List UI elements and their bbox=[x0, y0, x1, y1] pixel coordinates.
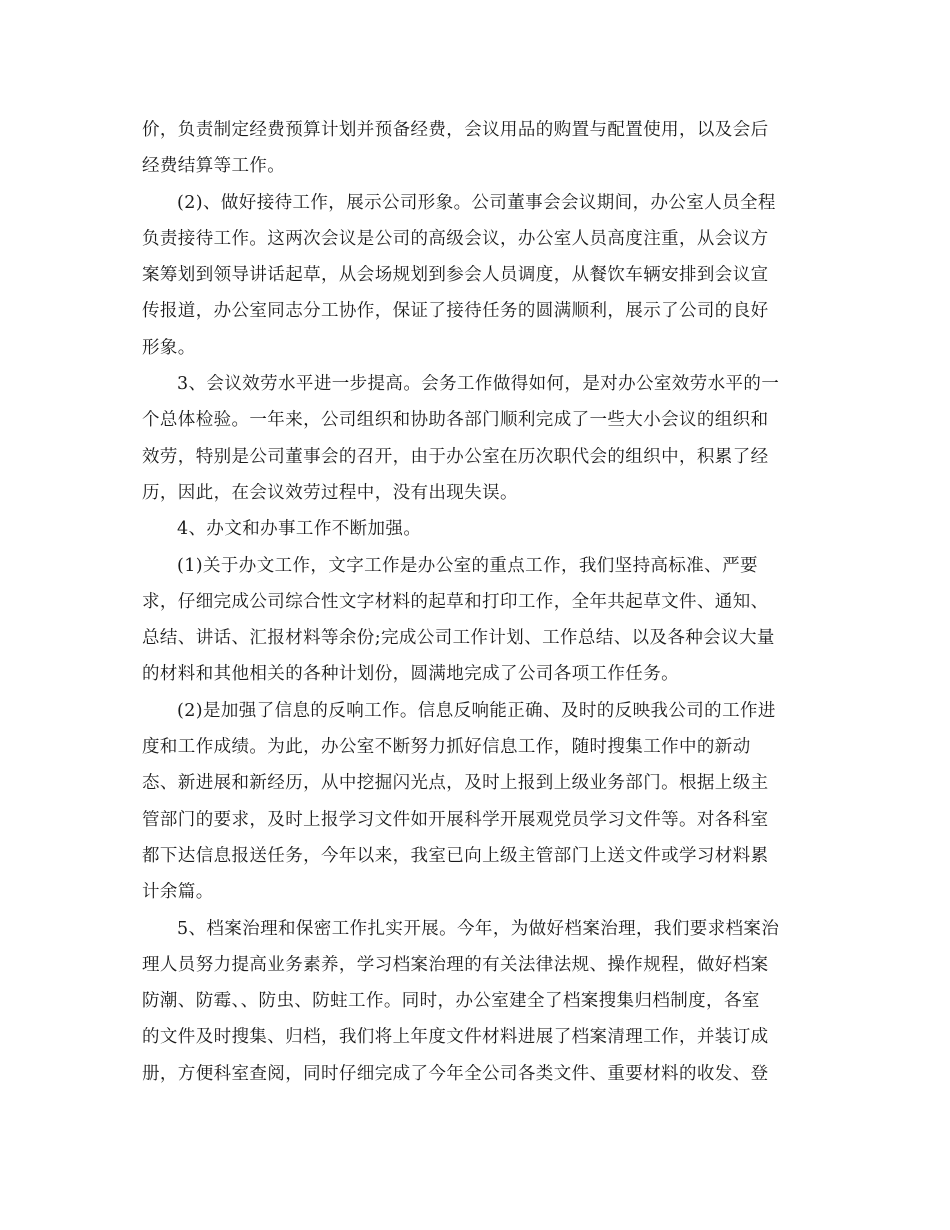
text-line: (2)是加强了信息的反响工作。信息反响能正确、及时的反映我公司的工作进 bbox=[177, 700, 776, 721]
document-body bbox=[142, 112, 810, 1092]
text-line: (2)、做好接待工作，展示公司形象。公司董事会会议期间，办公室人员全程 bbox=[177, 192, 776, 213]
text-line: 负责接待工作。这两次会议是公司的高级会议，办公室人员高度注重，从会议方 bbox=[142, 228, 769, 249]
text-line: 理人员努力提高业务素养，学习档案治理的有关法律法规、操作规程，做好档案 bbox=[142, 954, 769, 975]
text-line: (1)关于办文工作，文字工作是办公室的重点工作，我们坚持高标准、严要 bbox=[177, 555, 758, 576]
text-line: 册，方便科室查阅，同时仔细完成了今年全公司各类文件、重要材料的收发、登 bbox=[142, 1063, 769, 1084]
text-line: 总结、讲话、汇报材料等余份;完成公司工作计划、工作总结、以及各种会议大量 bbox=[142, 628, 775, 649]
text-line: 管部门的要求，及时上报学习文件如开展科学开展观党员学习文件等。对各科室 bbox=[142, 809, 769, 830]
text-line: 都下达信息报送任务，今年以来，我室已向上级主管部门上送文件或学习材料累 bbox=[142, 845, 769, 866]
text-line: 价，负责制定经费预算计划并预备经费，会议用品的购置与配置使用，以及会后 bbox=[142, 120, 769, 140]
text-line: 个总体检验。一年来，公司组织和协助各部门顺利完成了一些大小会议的组织和 bbox=[142, 410, 769, 431]
text-line: 经费结算等工作。 bbox=[142, 156, 286, 177]
text-line: 防潮、防霉、、防虫、防蛀工作。同时，办公室建全了档案搜集归档制度，各室 bbox=[142, 991, 760, 1012]
text-line: 形象。 bbox=[142, 337, 196, 358]
text-line: 4、办文和办事工作不断加强。 bbox=[177, 519, 422, 540]
text-line: 求，仔细完成公司综合性文字材料的起草和打印工作，全年共起草文件、通知、 bbox=[142, 591, 769, 612]
text-line: 传报道，办公室同志分工协作，保证了接待任务的圆满顺利，展示了公司的良好 bbox=[142, 301, 769, 322]
text-line: 的材料和其他相关的各种计划份，圆满地完成了公司各项工作任务。 bbox=[142, 664, 679, 685]
text-line: 度和工作成绩。为此，办公室不断努力抓好信息工作，随时搜集工作中的新动 bbox=[142, 737, 751, 758]
text-line: 案筹划到领导讲话起草，从会场规划到参会人员调度，从餐饮车辆安排到会议宣 bbox=[142, 265, 769, 286]
text-line: 效劳，特别是公司董事会的召开，由于办公室在历次职代会的组织中，积累了经 bbox=[142, 446, 769, 467]
text-line: 计余篇。 bbox=[142, 882, 214, 903]
text-line: 5、档案治理和保密工作扎实开展。今年，为做好档案治理，我们要求档案治 bbox=[177, 918, 780, 939]
text-line: 的文件及时搜集、归档，我们将上年度文件材料进展了档案清理工作，并装订成 bbox=[142, 1027, 769, 1048]
text-line: 3、会议效劳水平进一步提高。会务工作做得如何，是对办公室效劳水平的一 bbox=[177, 374, 780, 395]
text-line: 历，因此，在会议效劳过程中，没有出现失误。 bbox=[142, 482, 518, 503]
text-line: 态、新进展和新经历，从中挖掘闪光点，及时上报到上级业务部门。根据上级主 bbox=[142, 773, 769, 794]
